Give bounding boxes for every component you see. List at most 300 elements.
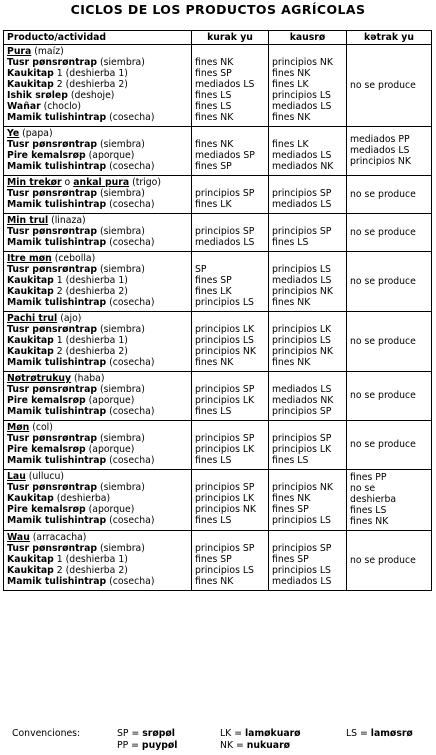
activity-translation: (deshierba) — [53, 493, 111, 504]
activity-line — [7, 433, 188, 444]
activity-translation: (siembra) — [97, 226, 145, 237]
kausro-value: fines SP — [272, 504, 309, 515]
crop-heading — [7, 532, 188, 543]
crop-name: Itre møn — [7, 253, 52, 264]
kurak-yu-value: fines SP — [195, 68, 232, 79]
kurak-yu-value: principios SP — [195, 226, 255, 237]
cell-spacer — [195, 313, 265, 324]
activity-translation: (siembra) — [97, 433, 145, 444]
kurak-yu-value: mediados LS — [195, 79, 255, 90]
crop-name: Min trul — [7, 215, 49, 226]
kurak-yu-value: principios NK — [195, 504, 256, 515]
kurak-yu-cell — [192, 176, 269, 214]
activity-translation: (aporque) — [85, 150, 135, 161]
crop-translation: (cebolla) — [51, 253, 96, 264]
activity-name: Tusr pønsrøntrap — [7, 57, 98, 68]
crop-activities — [4, 176, 192, 214]
crop-translation: (ajo) — [57, 313, 82, 324]
kausro-value: principios LK — [272, 324, 332, 335]
kausro-value: principios NK — [272, 57, 333, 68]
crop-name-alt: ankal pura — [73, 177, 130, 188]
kurak-yu-value: fines NK — [195, 139, 234, 150]
activity-line — [7, 565, 188, 576]
ketrak-yu-cell — [347, 470, 432, 531]
crop-row — [4, 312, 432, 372]
crop-row — [4, 470, 432, 531]
ketrak-yu-cell — [347, 372, 432, 421]
crop-cycle-table — [3, 30, 432, 591]
crop-row — [4, 421, 432, 470]
kausro-cell — [269, 252, 347, 312]
kausro-value: mediados LS — [272, 150, 332, 161]
activity-line — [7, 346, 188, 357]
activity-translation: 1 (deshierba 1) — [53, 275, 128, 286]
activity-name: Wañar — [7, 101, 41, 112]
kausro-value: principios LS — [272, 264, 331, 275]
kausro-value: mediados LS — [272, 199, 332, 210]
crop-activities — [4, 214, 192, 252]
kurak-yu-cell — [192, 372, 269, 421]
ketrak-yu-value: fines NK — [350, 516, 389, 527]
activity-name: Kaukitap — [7, 79, 54, 90]
activity-translation: 1 (deshierba 1) — [53, 335, 128, 346]
kausro-value: mediados NK — [272, 395, 334, 406]
activity-translation: (siembra) — [97, 324, 145, 335]
kausro-value: fines NK — [272, 493, 311, 504]
kurak-yu-value: principios LK — [195, 395, 255, 406]
activity-translation: (siembra) — [97, 543, 145, 554]
crop-activities — [4, 312, 192, 372]
kurak-yu-value: principios LS — [195, 565, 254, 576]
kausro-value: fines NK — [272, 297, 311, 308]
convention-ls: LS = lamøsrø — [346, 728, 413, 739]
crop-translation: (trigo) — [129, 177, 161, 188]
activity-name: Kaukitap — [7, 275, 54, 286]
kurak-yu-cell — [192, 127, 269, 176]
activity-translation: (cosecha) — [106, 199, 155, 210]
activity-name: Mamik tulishintrap — [7, 357, 107, 368]
conventions-label: Convenciones: — [12, 728, 81, 739]
cell-spacer — [272, 532, 343, 543]
activity-name: Mamik tulishintrap — [7, 576, 107, 587]
crop-translation: (arracacha) — [29, 532, 87, 543]
activity-line — [7, 324, 188, 335]
kurak-yu-cell — [192, 421, 269, 470]
cell-spacer — [195, 422, 265, 433]
activity-name: Mamik tulishintrap — [7, 237, 107, 248]
kurak-yu-value: fines LS — [195, 406, 232, 417]
cell-spacer — [195, 128, 265, 139]
crop-name: Lau — [7, 471, 26, 482]
activity-translation: 2 (deshierba 2) — [53, 346, 128, 357]
kurak-yu-value: principios LK — [195, 324, 255, 335]
kausro-value: principios LS — [272, 565, 331, 576]
activity-name: Kaukitap — [7, 286, 54, 297]
kausro-value: mediados LS — [272, 384, 332, 395]
activity-name: Tusr pønsrøntrap — [7, 482, 98, 493]
kurak-yu-value: fines LS — [195, 90, 232, 101]
kurak-yu-value: fines SP — [195, 554, 232, 565]
kausro-value: principios LK — [272, 444, 332, 455]
activity-translation: (cosecha) — [106, 515, 155, 526]
activity-translation: (cosecha) — [106, 161, 155, 172]
activity-name: Mamik tulishintrap — [7, 406, 107, 417]
kurak-yu-cell — [192, 531, 269, 591]
crop-activities — [4, 127, 192, 176]
kurak-yu-value: fines LK — [195, 286, 232, 297]
kausro-cell — [269, 45, 347, 127]
ketrak-yu-value: no se produce — [350, 79, 416, 91]
kurak-yu-value: principios NK — [195, 346, 256, 357]
crop-heading — [7, 471, 188, 482]
activity-translation: (siembra) — [97, 264, 145, 275]
crop-activities — [4, 470, 192, 531]
crop-heading — [7, 46, 188, 57]
crop-name: Nøtrøtrukuy — [7, 373, 72, 384]
ketrak-yu-cell — [347, 312, 432, 372]
activity-line — [7, 161, 188, 172]
activity-name: Tusr pønsrøntrap — [7, 324, 98, 335]
kurak-yu-value: principios SP — [195, 384, 255, 395]
kausro-value: mediados LS — [272, 101, 332, 112]
activity-line — [7, 275, 188, 286]
activity-translation: (cosecha) — [106, 406, 155, 417]
activity-translation: (cosecha) — [106, 297, 155, 308]
activity-line — [7, 357, 188, 368]
activity-line — [7, 139, 188, 150]
crop-row — [4, 176, 432, 214]
crop-activities — [4, 372, 192, 421]
crop-activities — [4, 421, 192, 470]
kausro-value: principios SP — [272, 433, 332, 444]
kurak-yu-cell — [192, 312, 269, 372]
activity-translation: (siembra) — [97, 57, 145, 68]
activity-line — [7, 406, 188, 417]
kausro-value: fines SP — [272, 554, 309, 565]
kurak-yu-value: fines SP — [195, 275, 232, 286]
activity-translation: (siembra) — [97, 384, 145, 395]
activity-name: Mamik tulishintrap — [7, 515, 107, 526]
activity-name: Pire kemalsrøp — [7, 395, 86, 406]
ketrak-yu-cell — [347, 531, 432, 591]
kausro-value: fines LK — [272, 79, 309, 90]
kausro-value: principios NK — [272, 286, 333, 297]
crop-row — [4, 372, 432, 421]
kurak-yu-value: principios LS — [195, 335, 254, 346]
cell-spacer — [272, 313, 343, 324]
cell-spacer — [272, 253, 343, 264]
kurak-yu-value: mediados SP — [195, 150, 255, 161]
ketrak-yu-value: mediados PP — [350, 134, 410, 145]
activity-name: Mamik tulishintrap — [7, 199, 107, 210]
activity-line — [7, 543, 188, 554]
kausro-cell — [269, 372, 347, 421]
ketrak-yu-value: no se produce — [350, 275, 416, 287]
crop-heading — [7, 253, 188, 264]
activity-translation: (aporque) — [85, 395, 135, 406]
activity-line — [7, 335, 188, 346]
kausro-value: principios LS — [272, 90, 331, 101]
activity-line — [7, 504, 188, 515]
cell-spacer — [195, 215, 265, 226]
activity-line — [7, 188, 188, 199]
kurak-yu-value: fines LK — [195, 199, 232, 210]
activity-translation: (cosecha) — [106, 112, 155, 123]
crop-row — [4, 531, 432, 591]
kausro-cell — [269, 127, 347, 176]
cell-spacer — [272, 128, 343, 139]
cell-spacer — [195, 373, 265, 384]
crop-name-connector: o — [61, 177, 74, 188]
activity-name: Mamik tulishintrap — [7, 161, 107, 172]
kausro-cell — [269, 312, 347, 372]
kausro-value: mediados LS — [272, 576, 332, 587]
crop-row — [4, 45, 432, 127]
crop-row — [4, 252, 432, 312]
crop-name: Min trekør — [7, 177, 62, 188]
table-header-row — [4, 31, 432, 45]
activity-translation: (siembra) — [97, 188, 145, 199]
crop-heading — [7, 313, 188, 324]
ketrak-yu-cell — [347, 176, 432, 214]
crop-heading — [7, 177, 188, 188]
activity-line — [7, 515, 188, 526]
kurak-yu-value: fines LS — [195, 455, 232, 466]
kausro-value: principios LS — [272, 515, 331, 526]
kurak-yu-cell — [192, 252, 269, 312]
crop-translation: (maíz) — [31, 46, 64, 57]
activity-line — [7, 576, 188, 587]
activity-translation: 2 (deshierba 2) — [53, 286, 128, 297]
activity-name: Pire kemalsrøp — [7, 150, 86, 161]
kurak-yu-value: fines NK — [195, 112, 234, 123]
ketrak-yu-value: no se produce — [350, 226, 416, 238]
activity-translation: 2 (deshierba 2) — [53, 79, 128, 90]
activity-translation: (deshoje) — [67, 90, 115, 101]
activity-translation: (cosecha) — [106, 576, 155, 587]
activity-name: Mamik tulishintrap — [7, 455, 107, 466]
ketrak-yu-value: no se produce — [350, 335, 416, 347]
activity-name: Kaukitap — [7, 554, 54, 565]
ketrak-yu-value: no se produce — [350, 439, 416, 450]
cell-spacer — [195, 177, 265, 188]
activity-line — [7, 199, 188, 210]
ketrak-yu-value: principios NK — [350, 156, 411, 167]
cell-spacer — [272, 422, 343, 433]
kurak-yu-value: mediados LS — [195, 237, 255, 248]
cell-spacer — [195, 532, 265, 543]
ketrak-yu-cell — [347, 421, 432, 470]
kausro-value: fines LK — [272, 139, 309, 150]
activity-line — [7, 57, 188, 68]
crop-name: Wau — [7, 532, 30, 543]
kurak-yu-value: fines NK — [195, 357, 234, 368]
activity-line — [7, 455, 188, 466]
cell-spacer — [272, 471, 343, 482]
kurak-yu-value: principios SP — [195, 543, 255, 554]
kausro-value: mediados LS — [272, 275, 332, 286]
activity-name: Tusr pønsrøntrap — [7, 139, 98, 150]
activity-translation: (choclo) — [40, 101, 81, 112]
cell-spacer — [195, 471, 265, 482]
ketrak-yu-cell — [347, 127, 432, 176]
crop-activities — [4, 45, 192, 127]
kausro-cell — [269, 531, 347, 591]
kurak-yu-value: fines NK — [195, 576, 234, 587]
activity-line — [7, 286, 188, 297]
kurak-yu-value: principios SP — [195, 188, 255, 199]
activity-line — [7, 297, 188, 308]
activity-line — [7, 237, 188, 248]
activity-translation: (cosecha) — [106, 455, 155, 466]
crop-translation: (col) — [29, 422, 53, 433]
activity-name: Tusr pønsrøntrap — [7, 384, 98, 395]
kausro-cell — [269, 214, 347, 252]
cell-spacer — [195, 253, 265, 264]
kausro-value: principios SP — [272, 406, 332, 417]
activity-name: Tusr pønsrøntrap — [7, 226, 98, 237]
activity-line — [7, 554, 188, 565]
activity-line — [7, 395, 188, 406]
activity-name: Tusr pønsrøntrap — [7, 433, 98, 444]
crop-heading — [7, 215, 188, 226]
activity-line — [7, 226, 188, 237]
kurak-yu-value: fines LS — [195, 515, 232, 526]
kausro-value: fines NK — [272, 112, 311, 123]
crop-translation: (linaza) — [48, 215, 86, 226]
ketrak-yu-cell — [347, 214, 432, 252]
kausro-cell — [269, 176, 347, 214]
kurak-yu-cell — [192, 45, 269, 127]
crop-name: Pura — [7, 46, 32, 57]
activity-line — [7, 493, 188, 504]
activity-name: Pire kemalsrøp — [7, 444, 86, 455]
activity-translation: (siembra) — [97, 482, 145, 493]
ketrak-yu-cell — [347, 252, 432, 312]
activity-line — [7, 384, 188, 395]
convention-nk: NK = nukuarø — [220, 740, 291, 751]
cell-spacer — [272, 215, 343, 226]
activity-name: Kaukitap — [7, 346, 54, 357]
kurak-yu-value: SP — [195, 264, 207, 275]
convention-lk: LK = lamøkuarø — [220, 728, 301, 739]
cell-spacer — [272, 177, 343, 188]
kurak-yu-cell — [192, 470, 269, 531]
crop-translation: (ullucu) — [25, 471, 64, 482]
kurak-yu-value: principios LK — [195, 444, 255, 455]
crop-row — [4, 127, 432, 176]
kausro-value: fines NK — [272, 68, 311, 79]
ketrak-yu-value: no se produce — [350, 390, 416, 401]
activity-name: Kaukitap — [7, 493, 54, 504]
ketrak-yu-value: no se — [350, 483, 376, 494]
activity-translation: 2 (deshierba 2) — [53, 565, 128, 576]
activity-name: Mamik tulishintrap — [7, 112, 107, 123]
crop-row — [4, 214, 432, 252]
activity-translation: (cosecha) — [106, 357, 155, 368]
ketrak-yu-value: mediados LS — [350, 145, 410, 156]
cell-spacer — [195, 46, 265, 57]
kausro-value: mediados NK — [272, 161, 334, 172]
crop-translation: (haba) — [71, 373, 105, 384]
ketrak-yu-value: no se produce — [350, 554, 416, 566]
kausro-cell — [269, 421, 347, 470]
cell-spacer — [272, 46, 343, 57]
activity-translation: (aporque) — [85, 444, 135, 455]
kausro-value: principios NK — [272, 346, 333, 357]
ketrak-yu-value: no se produce — [350, 188, 416, 200]
convention-sp: SP = srøpøl — [117, 728, 175, 739]
kausro-value: principios SP — [272, 188, 332, 199]
activity-line — [7, 444, 188, 455]
header-ketrak-yu: kətrak yu — [347, 31, 432, 45]
crop-activities — [4, 252, 192, 312]
activity-name: Kaukitap — [7, 565, 54, 576]
header-kurak-yu: kurak yu — [192, 31, 269, 45]
kurak-yu-value: principios SP — [195, 482, 255, 493]
activity-translation: 1 (deshierba 1) — [53, 554, 128, 565]
ketrak-yu-value: fines PP — [350, 472, 387, 483]
activity-translation: (cosecha) — [106, 237, 155, 248]
activity-name: Tusr pønsrøntrap — [7, 188, 98, 199]
activity-name: Mamik tulishintrap — [7, 297, 107, 308]
kausro-value: principios SP — [272, 543, 332, 554]
ketrak-yu-value: fines LS — [350, 505, 387, 516]
activity-translation: (aporque) — [85, 504, 135, 515]
kausro-value: fines LS — [272, 455, 309, 466]
kurak-yu-value: fines NK — [195, 57, 234, 68]
activity-name: Pire kemalsrøp — [7, 504, 86, 515]
crop-heading — [7, 422, 188, 433]
activity-line — [7, 79, 188, 90]
kausro-value: principios SP — [272, 226, 332, 237]
activity-line — [7, 112, 188, 123]
kurak-yu-value: fines SP — [195, 161, 232, 172]
ketrak-yu-cell — [347, 45, 432, 127]
kausro-value: principios NK — [272, 482, 333, 493]
activity-translation: 1 (deshierba 1) — [53, 68, 128, 79]
kausro-value: fines NK — [272, 357, 311, 368]
crop-name: Ye — [7, 128, 20, 139]
crop-activities — [4, 531, 192, 591]
crop-heading — [7, 128, 188, 139]
activity-name: Tusr pønsrøntrap — [7, 543, 98, 554]
activity-line — [7, 101, 188, 112]
crop-translation: (papa) — [19, 128, 53, 139]
cell-spacer — [272, 373, 343, 384]
activity-name: Kaukitap — [7, 68, 54, 79]
kausro-value: fines LS — [272, 237, 309, 248]
kausro-cell — [269, 470, 347, 531]
page-title: CICLOS DE LOS PRODUCTOS AGRÍCOLAS — [70, 2, 366, 17]
activity-line — [7, 68, 188, 79]
kausro-value: principios LS — [272, 335, 331, 346]
activity-line — [7, 90, 188, 101]
crop-name: Pachi trul — [7, 313, 58, 324]
header-kausro: kausrø — [269, 31, 347, 45]
kurak-yu-cell — [192, 214, 269, 252]
activity-name: Tusr pønsrøntrap — [7, 264, 98, 275]
activity-name: Ishik srølep — [7, 90, 68, 101]
ketrak-yu-value: deshierba — [350, 494, 397, 505]
crop-heading — [7, 373, 188, 384]
kurak-yu-value: fines LS — [195, 101, 232, 112]
activity-translation: (siembra) — [97, 139, 145, 150]
kurak-yu-value: principios LS — [195, 297, 254, 308]
convention-pp: PP = puypøl — [117, 740, 178, 751]
header-product: Producto/actividad — [4, 31, 192, 45]
kurak-yu-value: principios SP — [195, 433, 255, 444]
